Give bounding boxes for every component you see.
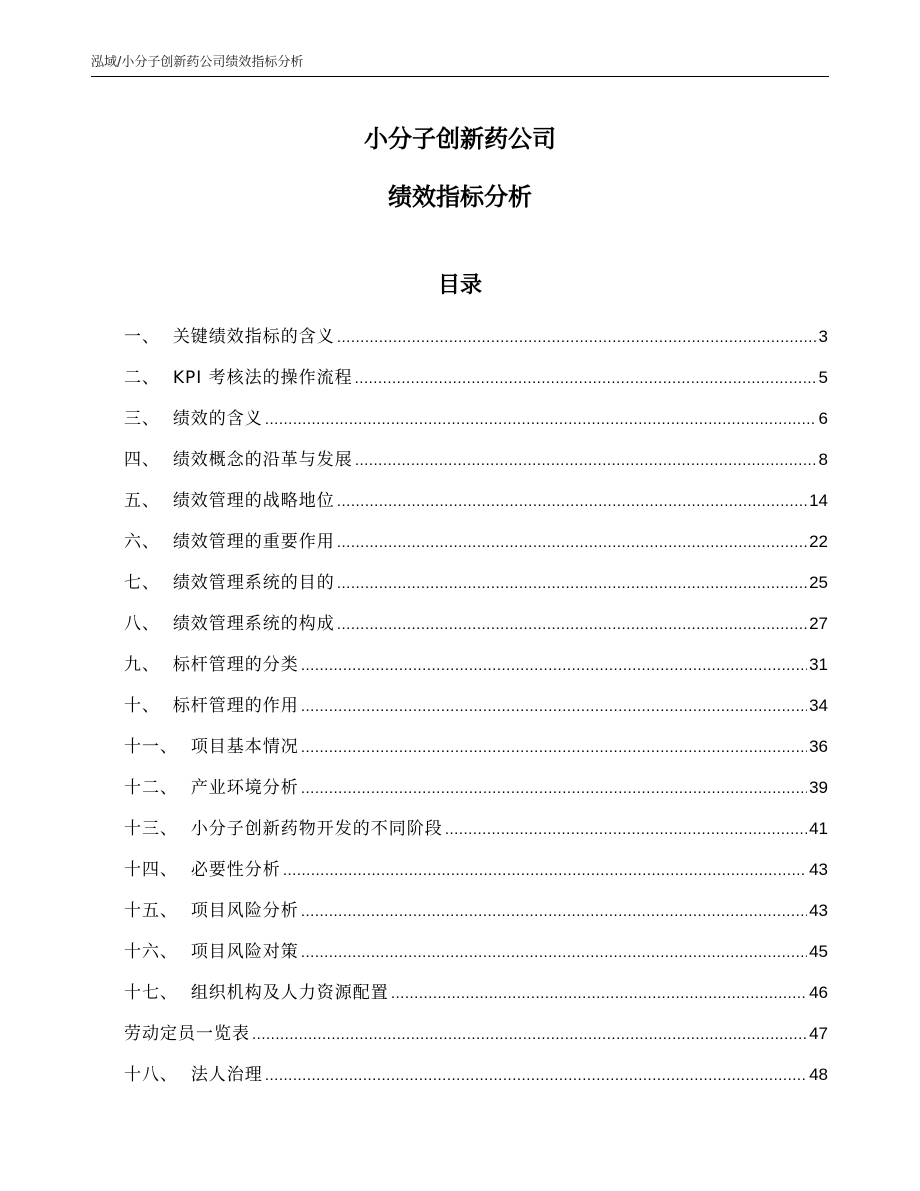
toc-entry-label: 绩效概念的沿革与发展 (172, 450, 353, 470)
toc-dot-leader (265, 1062, 807, 1090)
toc-entry[interactable] (124, 446, 828, 487)
toc-entry[interactable] (124, 364, 828, 405)
toc-entry[interactable] (124, 323, 828, 364)
toc-entry-label: 组织机构及人力资源配置 (190, 983, 389, 1003)
toc-entry-label: 绩效管理的战略地位 (172, 491, 335, 511)
toc-dot-leader (337, 529, 807, 557)
toc-entry[interactable] (124, 528, 828, 569)
document-title: 小分子创新药公司 (364, 125, 556, 153)
toc-entry-page: 5 (818, 368, 828, 387)
toc-entry[interactable] (124, 569, 828, 610)
toc-entry-page: 6 (818, 409, 828, 428)
toc-entry-label: 绩效管理系统的目的 (172, 573, 335, 593)
toc-dot-leader (301, 652, 807, 680)
toc-dot-leader (355, 447, 817, 475)
toc-entry-number: 六、 (124, 532, 173, 552)
document-subtitle: 绩效指标分析 (388, 183, 532, 211)
toc-entry[interactable] (124, 815, 828, 856)
toc-entry-page: 22 (809, 532, 828, 551)
toc-entry-page: 25 (809, 573, 828, 592)
toc-entry-number: 十七、 (124, 983, 191, 1003)
toc-entry-page: 46 (809, 983, 828, 1002)
toc-entry-label: 产业环境分析 (190, 778, 299, 798)
toc-entry-label: 项目基本情况 (190, 737, 299, 757)
toc-entry-label: 绩效的含义 (172, 409, 263, 429)
toc-entry-number: 七、 (124, 573, 173, 593)
toc-dot-leader (301, 939, 807, 967)
toc-entry[interactable] (124, 733, 828, 774)
toc-entry[interactable] (124, 1061, 828, 1102)
toc-entry-number: 四、 (124, 450, 173, 470)
toc-entry-number: 十三、 (124, 819, 191, 839)
toc-dot-leader (301, 693, 807, 721)
toc-entry[interactable] (124, 979, 828, 1020)
toc-entry-label: 小分子创新药物开发的不同阶段 (190, 819, 443, 839)
toc-entry-page: 39 (809, 778, 828, 797)
toc-entry[interactable] (124, 610, 828, 651)
toc-entry-label: 关键绩效指标的含义 (172, 327, 335, 347)
toc-entry-page: 14 (809, 491, 828, 510)
toc-entry-number: 十、 (124, 696, 173, 716)
toc-entry-page: 45 (809, 942, 828, 961)
toc-dot-leader (355, 365, 817, 393)
toc-dot-leader (283, 857, 807, 885)
toc-entry-label: 项目风险对策 (190, 942, 299, 962)
toc-dot-leader (301, 734, 807, 762)
toc-entry[interactable] (124, 487, 828, 528)
toc-dot-leader (301, 898, 807, 926)
toc-dot-leader (337, 570, 807, 598)
running-header: 泓域/小分子创新药公司绩效指标分析 (91, 54, 829, 77)
toc-entry[interactable] (124, 856, 828, 897)
toc-dot-leader (337, 324, 817, 352)
toc-entry-number: 九、 (124, 655, 173, 675)
toc-dot-leader (252, 1021, 807, 1049)
toc-entry-number: 三、 (124, 409, 173, 429)
toc-entry-label: 法人治理 (190, 1065, 263, 1085)
toc-entry[interactable] (124, 651, 828, 692)
toc-entry[interactable] (124, 692, 828, 733)
toc-entry-page: 8 (818, 450, 828, 469)
toc-entry-number: 八、 (124, 614, 173, 634)
toc-entry-page: 43 (809, 901, 828, 920)
toc-entry[interactable] (124, 1020, 828, 1061)
toc-entry-number: 十八、 (124, 1065, 191, 1085)
toc-entry-page: 27 (809, 614, 828, 633)
toc-entry-label: 绩效管理的重要作用 (172, 532, 335, 552)
toc-heading: 目录 (437, 273, 482, 298)
toc-dot-leader (265, 406, 817, 434)
toc-entry-page: 47 (809, 1024, 828, 1043)
toc-entry-page: 36 (809, 737, 828, 756)
toc-entry-number: 一、 (124, 327, 173, 347)
toc-entry-number: 十一、 (124, 737, 191, 757)
toc-entry-label: 标杆管理的作用 (172, 696, 299, 716)
toc-entry-page: 48 (809, 1065, 828, 1084)
toc-entry[interactable] (124, 938, 828, 979)
toc-entry[interactable] (124, 405, 828, 446)
toc-entry-number: 十六、 (124, 942, 191, 962)
toc-entry-label: 标杆管理的分类 (172, 655, 299, 675)
toc-entry-label: 项目风险分析 (190, 901, 299, 921)
toc-entry-label: KPI 考核法的操作流程 (172, 368, 353, 388)
toc-entry-page: 34 (809, 696, 828, 715)
toc-entry[interactable] (124, 774, 828, 815)
toc-entry-number: 十五、 (124, 901, 191, 921)
toc-dot-leader (337, 611, 807, 639)
toc-entry-page: 31 (809, 655, 828, 674)
toc-entry-number: 二、 (124, 368, 173, 388)
toc-dot-leader (391, 980, 807, 1008)
toc-entry-label: 必要性分析 (190, 860, 281, 880)
toc-entry-number: 十二、 (124, 778, 191, 798)
toc-entry-label: 劳动定员一览表 (124, 1024, 250, 1044)
toc-entry-page: 43 (809, 860, 828, 879)
toc-dot-leader (301, 775, 807, 803)
toc-entry-label: 绩效管理系统的构成 (172, 614, 335, 634)
toc-entry-number: 十四、 (124, 860, 191, 880)
toc-entry-page: 41 (809, 819, 828, 838)
table-of-contents (124, 323, 828, 1102)
toc-entry-number: 五、 (124, 491, 173, 511)
toc-dot-leader (337, 488, 807, 516)
toc-entry[interactable] (124, 897, 828, 938)
toc-dot-leader (445, 816, 807, 844)
toc-entry-page: 3 (818, 327, 828, 346)
